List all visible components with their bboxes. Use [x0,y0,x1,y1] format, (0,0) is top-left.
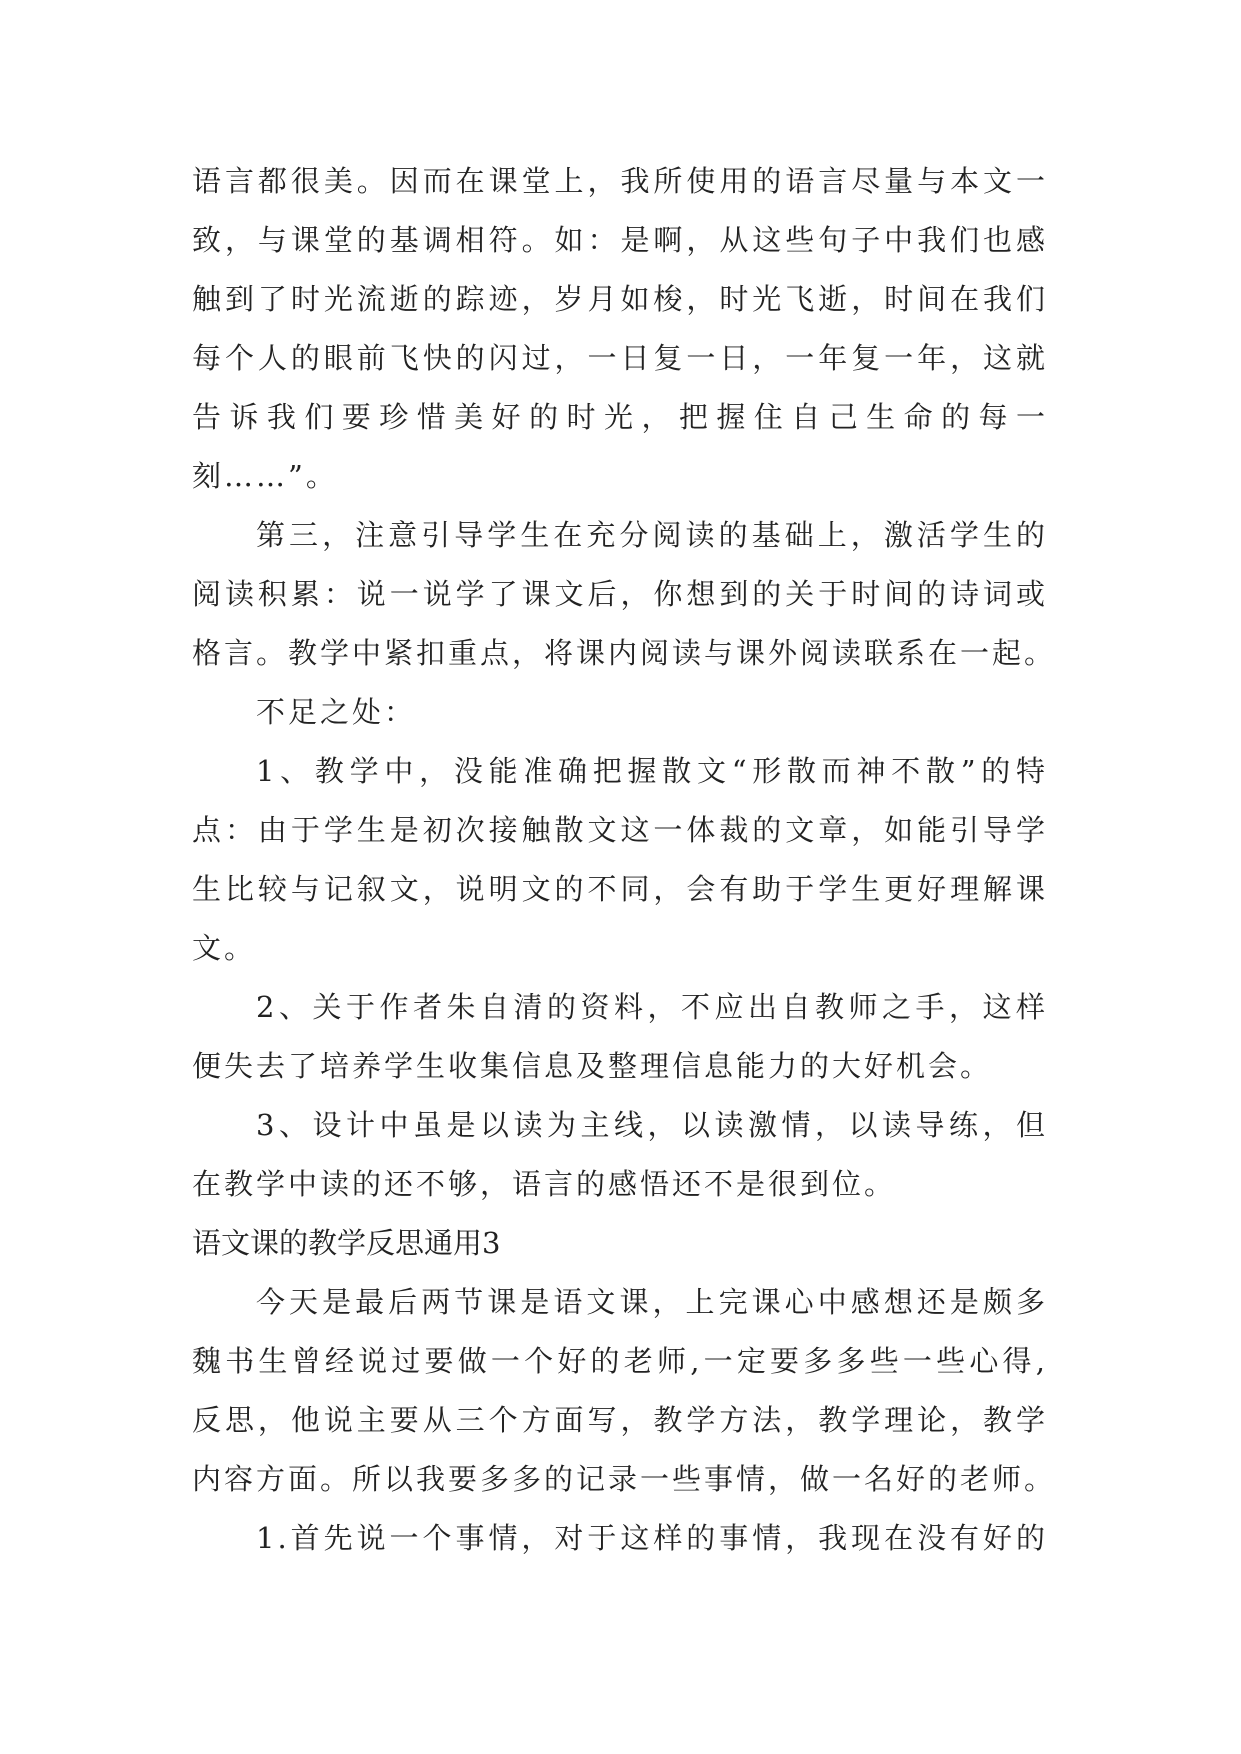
text-line: 第三，注意引导学生在充分阅读的基础上，激活学生的 [256,518,1048,552]
text-line: 生比较与记叙文，说明文的不同，会有助于学生更好理解课 [192,872,1048,906]
text-line: 语言都很美。因而在课堂上，我所使用的语言尽量与本文一 [192,164,1048,198]
text-line: 格言。教学中紧扣重点，将课内阅读与课外阅读联系在一起。 [192,636,1057,670]
text-line: 便失去了培养学生收集信息及整理信息能力的大好机会。 [192,1049,993,1083]
text-line: 不足之处： [256,695,417,729]
text-line: 阅读积累：说一说学了课文后，你想到的关于时间的诗词或 [192,577,1048,611]
section-heading: 语文课的教学反思通用3 [192,1226,501,1260]
text-line: 2、关于作者朱自清的资料，不应出自教师之手，这样 [256,990,1048,1024]
text-line: 魏书生曾经说过要做一个好的老师,一定要多多些一些心得, [192,1344,1048,1378]
text-line: 1、教学中，没能准确把握散文“形散而神不散”的特 [256,754,1048,788]
text-line: 每个人的眼前飞快的闪过，一日复一日，一年复一年，这就 [192,341,1048,375]
document-body [192,152,1057,1568]
text-line: 1.首先说一个事情，对于这样的事情，我现在没有好的 [256,1521,1048,1555]
text-line: 今天是最后两节课是语文课，上完课心中感想还是颇多 [256,1285,1048,1319]
text-line: 点：由于学生是初次接触散文这一体裁的文章，如能引导学 [192,813,1048,847]
text-line: 触到了时光流逝的踪迹，岁月如梭，时光飞逝，时间在我们 [192,282,1048,316]
text-line: 内容方面。所以我要多多的记录一些事情，做一名好的老师。 [192,1462,1057,1496]
text-line: 3、设计中虽是以读为主线，以读激情，以读导练，但 [256,1108,1048,1142]
text-line: 告诉我们要珍惜美好的时光，把握住自己生命的每一 [192,400,1048,434]
text-line: 文。 [192,931,257,965]
text-line: 致，与课堂的基调相符。如：是啊，从这些句子中我们也感 [192,223,1048,257]
text-line: 刻……”。 [192,459,338,493]
text-line: 在教学中读的还不够，语言的感悟还不是很到位。 [192,1167,897,1201]
text-line: 反思，他说主要从三个方面写，教学方法，教学理论，教学 [192,1403,1048,1437]
